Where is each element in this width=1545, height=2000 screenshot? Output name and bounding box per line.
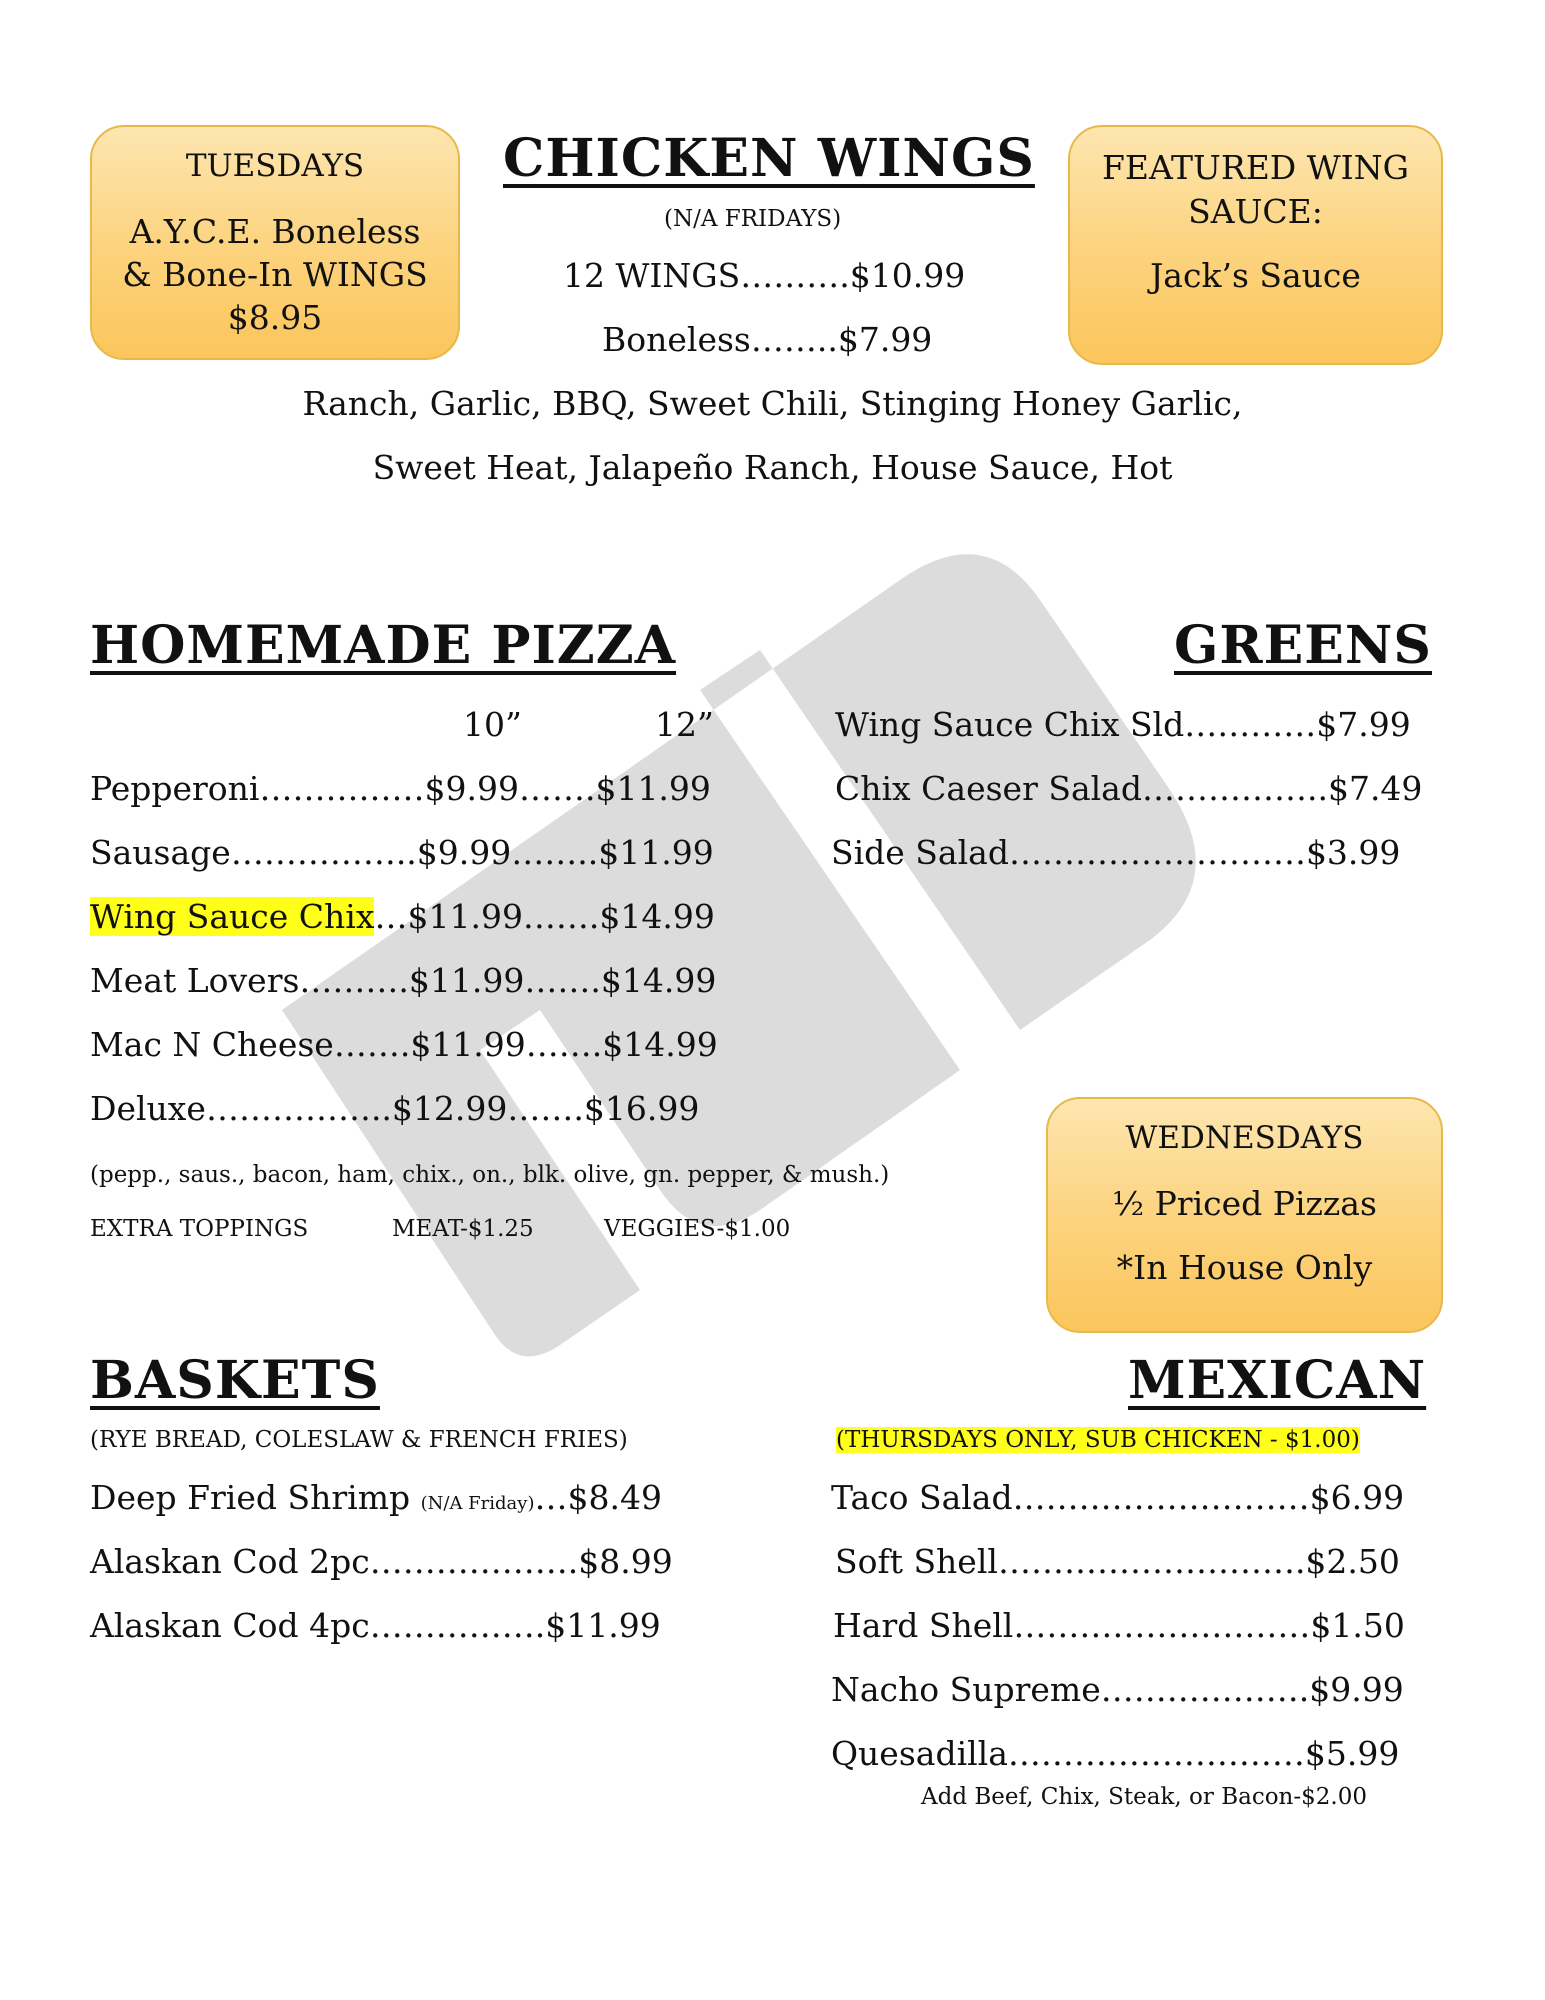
greens-item: Wing Sauce Chix Sld…………$7.99 xyxy=(835,705,1411,744)
pizza-item xyxy=(90,833,714,872)
basket-item-price: …………….$11.99 xyxy=(369,1606,661,1645)
pizza-item-prices: …….$11.99…….$14.99 xyxy=(333,1025,718,1064)
pizza-item-name: Sausage xyxy=(90,833,231,872)
mexican-thursday-note: (THURSDAYS ONLY, SUB CHICKEN - $1.00) xyxy=(836,1427,1360,1453)
tuesday-line-2: & Bone-In WINGS xyxy=(122,255,428,294)
pizza-item-prices: ……………$9.99…….$11.99 xyxy=(259,769,711,808)
tuesday-special-box xyxy=(90,125,460,360)
wings-title: CHICKEN WINGS xyxy=(503,128,1035,189)
basket-item xyxy=(90,1606,661,1645)
greens-title: GREENS xyxy=(1174,615,1432,676)
pizza-item xyxy=(90,897,715,936)
pizza-item-name: Pepperoni xyxy=(90,769,260,808)
basket-item xyxy=(90,1478,662,1517)
tuesday-title: TUESDAYS xyxy=(185,148,365,184)
pizza-item-prices: …$11.99…….$14.99 xyxy=(374,897,715,936)
extra-toppings-label: EXTRA TOPPINGS xyxy=(90,1216,309,1242)
featured-line-1: FEATURED WING xyxy=(1102,148,1409,187)
deluxe-toppings-note: (pepp., saus., bacon, ham, chix., on., blk. olive, gn. pepper, & mush.) xyxy=(90,1162,890,1188)
pizza-item xyxy=(90,1089,699,1128)
pizza-item-prices: ……………..$9.99……..$11.99 xyxy=(230,833,714,872)
pizza-size-12: 12” xyxy=(655,705,714,744)
sauce-list-line-2: Sweet Heat, Jalapeño Ranch, House Sauce, Hot xyxy=(372,448,1173,487)
pizza-item-name: Meat Lovers xyxy=(90,961,300,1000)
mexican-title: MEXICAN xyxy=(1128,1350,1427,1411)
mexican-item: Nacho Supreme……………….$9.99 xyxy=(831,1670,1404,1709)
basket-item xyxy=(90,1542,673,1581)
basket-item-note: (N/A Friday) xyxy=(420,1493,535,1514)
mexican-item: Hard Shell………………………$1.50 xyxy=(833,1606,1405,1645)
basket-item-name: Deep Fried Shrimp xyxy=(90,1478,421,1517)
pizza-item-name-highlighted: Wing Sauce Chix xyxy=(90,897,375,936)
sauce-list-line-1: Ranch, Garlic, BBQ, Sweet Chili, Stinging Honey Garlic, xyxy=(302,384,1243,423)
wednesday-title: WEDNESDAYS xyxy=(1125,1120,1364,1156)
mexican-item: Quesadilla………………………$5.99 xyxy=(831,1734,1400,1773)
baskets-title: BASKETS xyxy=(90,1350,380,1411)
featured-sauce-name: Jack’s Sauce xyxy=(1150,256,1361,295)
basket-item-name: Alaskan Cod 2pc xyxy=(90,1542,370,1581)
wings-item: 12 WINGS……….$10.99 xyxy=(563,256,966,295)
pizza-item-prices: ……………..$12.99…….$16.99 xyxy=(205,1089,700,1128)
extra-meat-price: MEAT-$1.25 xyxy=(392,1216,534,1242)
greens-item: Chix Caeser Salad……………..$7.49 xyxy=(835,769,1423,808)
pizza-item-name: Mac N Cheese xyxy=(90,1025,334,1064)
greens-item: Side Salad………………………$3.99 xyxy=(831,833,1401,872)
tuesday-line-1: A.Y.C.E. Boneless xyxy=(129,212,421,251)
pizza-item-prices: ……….$11.99…….$14.99 xyxy=(299,961,717,1000)
tuesday-price: $8.95 xyxy=(227,298,323,337)
pizza-item xyxy=(90,961,716,1000)
pizza-item xyxy=(90,1025,718,1064)
wednesday-line-2: *In House Only xyxy=(1116,1248,1373,1287)
mexican-item: Soft Shell……………………….$2.50 xyxy=(835,1542,1400,1581)
extra-veggies-price: VEGGIES-$1.00 xyxy=(604,1216,791,1242)
baskets-note: (RYE BREAD, COLESLAW & FRENCH FRIES) xyxy=(90,1427,628,1453)
pizza-title: HOMEMADE PIZZA xyxy=(90,615,677,676)
featured-sauce-box xyxy=(1068,125,1443,365)
featured-line-2: SAUCE: xyxy=(1188,192,1323,231)
basket-item-name: Alaskan Cod 4pc xyxy=(90,1606,370,1645)
pizza-item xyxy=(90,769,711,808)
mexican-item: Taco Salad………………………$6.99 xyxy=(831,1478,1405,1517)
basket-item-price: ……………….$8.99 xyxy=(369,1542,673,1581)
wednesday-special-box xyxy=(1046,1097,1443,1333)
mexican-addon-note: Add Beef, Chix, Steak, or Bacon-$2.00 xyxy=(921,1784,1367,1810)
wednesday-line-1: ½ Priced Pizzas xyxy=(1112,1184,1377,1223)
wings-item: Boneless……..$7.99 xyxy=(602,320,933,359)
pizza-item-name: Deluxe xyxy=(90,1089,206,1128)
pizza-size-10: 10” xyxy=(463,705,522,744)
basket-item-price: …$8.49 xyxy=(534,1478,662,1517)
wings-note: (N/A FRIDAYS) xyxy=(664,206,842,232)
